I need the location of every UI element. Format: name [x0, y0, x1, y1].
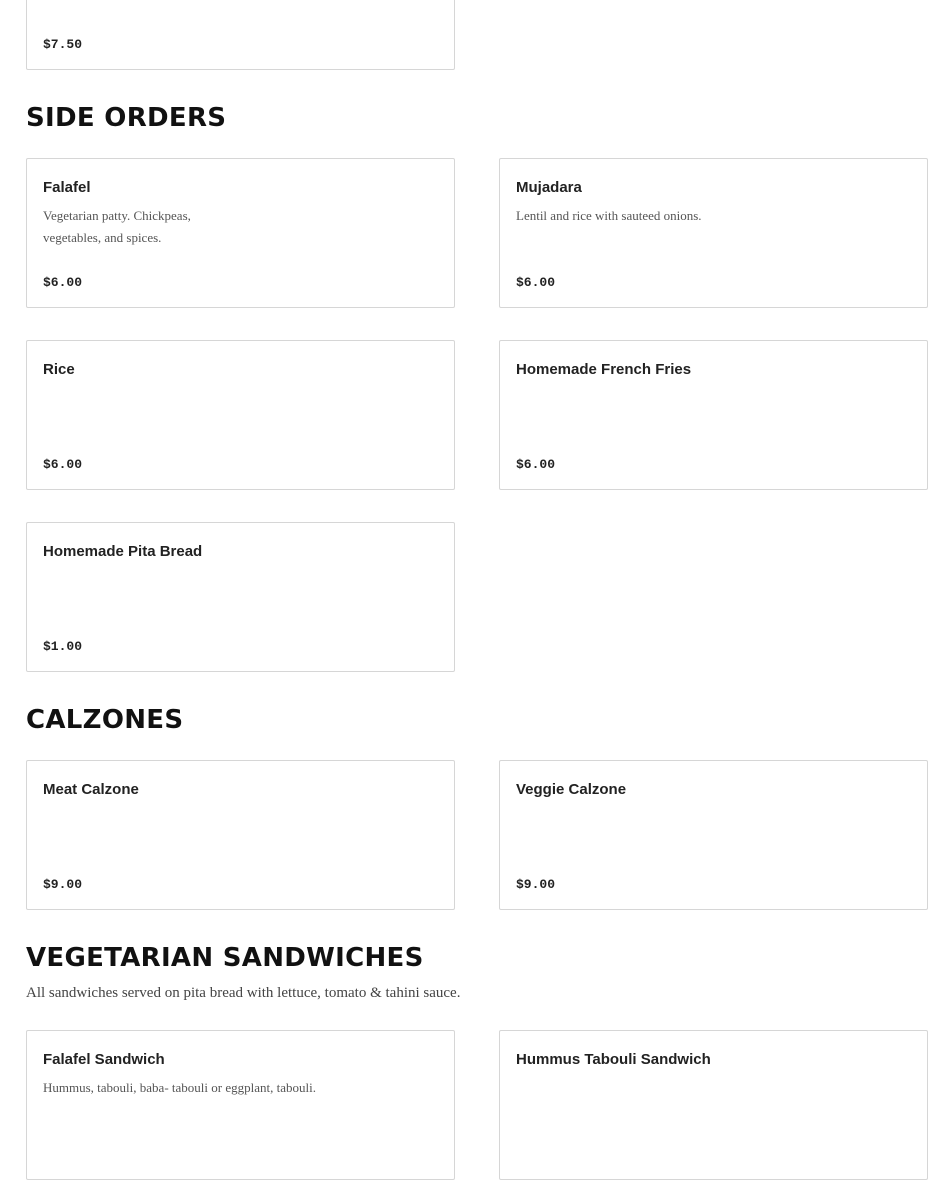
- menu-item-hummus-tabouli-sandwich[interactable]: [499, 1030, 928, 1180]
- item-name: Veggie Calzone: [516, 781, 627, 798]
- item-price: $6.00: [516, 457, 556, 472]
- menu-item-rice[interactable]: [26, 340, 455, 490]
- menu-item-falafel[interactable]: [26, 158, 455, 308]
- item-name: Homemade Pita Bread: [43, 543, 203, 560]
- item-price: $6.00: [43, 275, 83, 290]
- section-title-vegetarian-sandwiches: VEGETARIAN SANDWICHES: [26, 943, 424, 973]
- menu-item-homemade-french-fries[interactable]: [499, 340, 928, 490]
- item-price: $9.00: [516, 877, 556, 892]
- item-description: Vegetarian patty. Chickpeas, vegetables, and spices.: [43, 208, 191, 245]
- item-name: Rice: [43, 361, 75, 378]
- section-title-side-orders: SIDE ORDERS: [26, 103, 227, 133]
- menu-item-meat-calzone[interactable]: [26, 760, 455, 910]
- item-description: Lentil and rice with sauteed onions.: [516, 208, 702, 223]
- item-name: Meat Calzone: [43, 781, 139, 798]
- item-price: $6.00: [43, 457, 83, 472]
- item-price: $9.00: [43, 877, 83, 892]
- item-name: Hummus Tabouli Sandwich: [516, 1051, 711, 1068]
- menu-item-mujadara[interactable]: [499, 158, 928, 308]
- item-name: Falafel Sandwich: [43, 1051, 165, 1068]
- item-price: $6.00: [516, 275, 556, 290]
- menu-item-card[interactable]: [26, 0, 455, 70]
- item-price: $7.50: [43, 37, 83, 52]
- item-name: Falafel: [43, 179, 91, 196]
- section-note: All sandwiches served on pita bread with lettuce, tomato & tahini sauce.: [26, 985, 461, 1001]
- item-price: $1.00: [43, 639, 83, 654]
- menu-item-veggie-calzone[interactable]: [499, 760, 928, 910]
- item-name: Homemade French Fries: [516, 361, 692, 378]
- section-title-calzones: CALZONES: [26, 705, 184, 735]
- menu-item-homemade-pita-bread[interactable]: [26, 522, 455, 672]
- menu-item-falafel-sandwich[interactable]: [26, 1030, 455, 1180]
- item-name: Mujadara: [516, 179, 582, 196]
- item-description: Hummus, tabouli, baba- tabouli or eggplant, tabouli.: [43, 1080, 316, 1095]
